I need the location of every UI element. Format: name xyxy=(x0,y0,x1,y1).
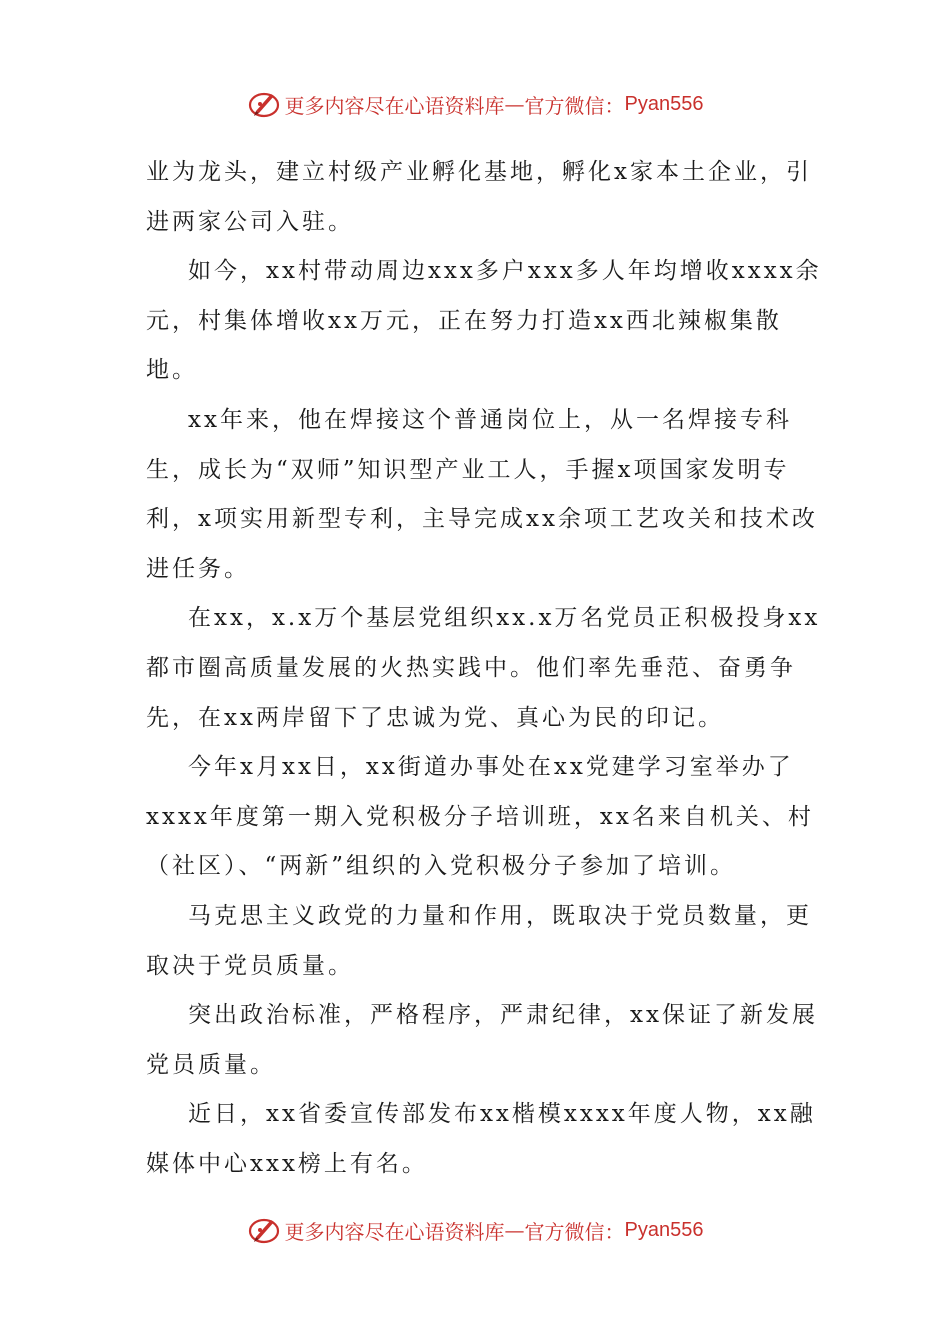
watermark-suffix: 官方微信： xyxy=(524,93,625,118)
footer-watermark xyxy=(0,1210,950,1250)
paragraph-8: 近日，xx省委宣传部发布xx楷模xxxx年度人物，xx融媒体中心xxx榜上有名。 xyxy=(146,1101,816,1177)
watermark-wechat-id: Pyan556 xyxy=(624,92,704,115)
watermark-text: 更多内容尽在心语资料库 xyxy=(284,93,505,118)
paragraph-1: 业为龙头，建立村级产业孵化基地，孵化x家本土企业，引进两家公司入驻。 xyxy=(146,159,812,235)
pen-logo-icon xyxy=(247,87,281,121)
document-body xyxy=(146,148,826,1189)
paragraph-2: 如今，xx村带动周边xxx多户xxx多人年均增收xxxx余元，村集体增收xx万元，正在努力打造xx西北辣椒集散地。 xyxy=(146,258,822,384)
watermark-separator: — xyxy=(504,92,525,116)
paragraph-4: 在xx，x.x万个基层党组织xx.x万名党员正积极投身xx都市圈高质量发展的火热实践中。他们率先垂范、奋勇争先，在xx两岸留下了忠诚为党、真心为民的印记。 xyxy=(146,605,821,731)
paragraph-7: 突出政治标准，严格程序，严肃纪律，xx保证了新发展党员质量。 xyxy=(146,1002,818,1078)
paragraph-3: xx年来，他在焊接这个普通岗位上，从一名焊接专科生，成长为“双师”知识型产业工人，手握x项国家发明专利，x项实用新型专利，主导完成xx余项工艺攻关和技术改进任务。 xyxy=(146,406,818,582)
paragraph-5: 今年x月xx日，xx街道办事处在xx党建学习室举办了xxxx年度第一期入党积极分子培训班，xx名来自机关、村（社区）、“两新”组织的入党积极分子参加了培训。 xyxy=(146,754,814,880)
header-watermark xyxy=(0,84,950,124)
paragraph-6: 马克思主义政党的力量和作用，既取决于党员数量，更取决于党员质量。 xyxy=(146,902,812,979)
watermark-text: 更多内容尽在心语资料库 xyxy=(284,1219,505,1244)
watermark-suffix: 官方微信： xyxy=(524,1219,625,1244)
pen-logo-icon xyxy=(247,1213,281,1247)
watermark-wechat-id: Pyan556 xyxy=(624,1218,704,1241)
watermark-separator: — xyxy=(504,1218,525,1242)
